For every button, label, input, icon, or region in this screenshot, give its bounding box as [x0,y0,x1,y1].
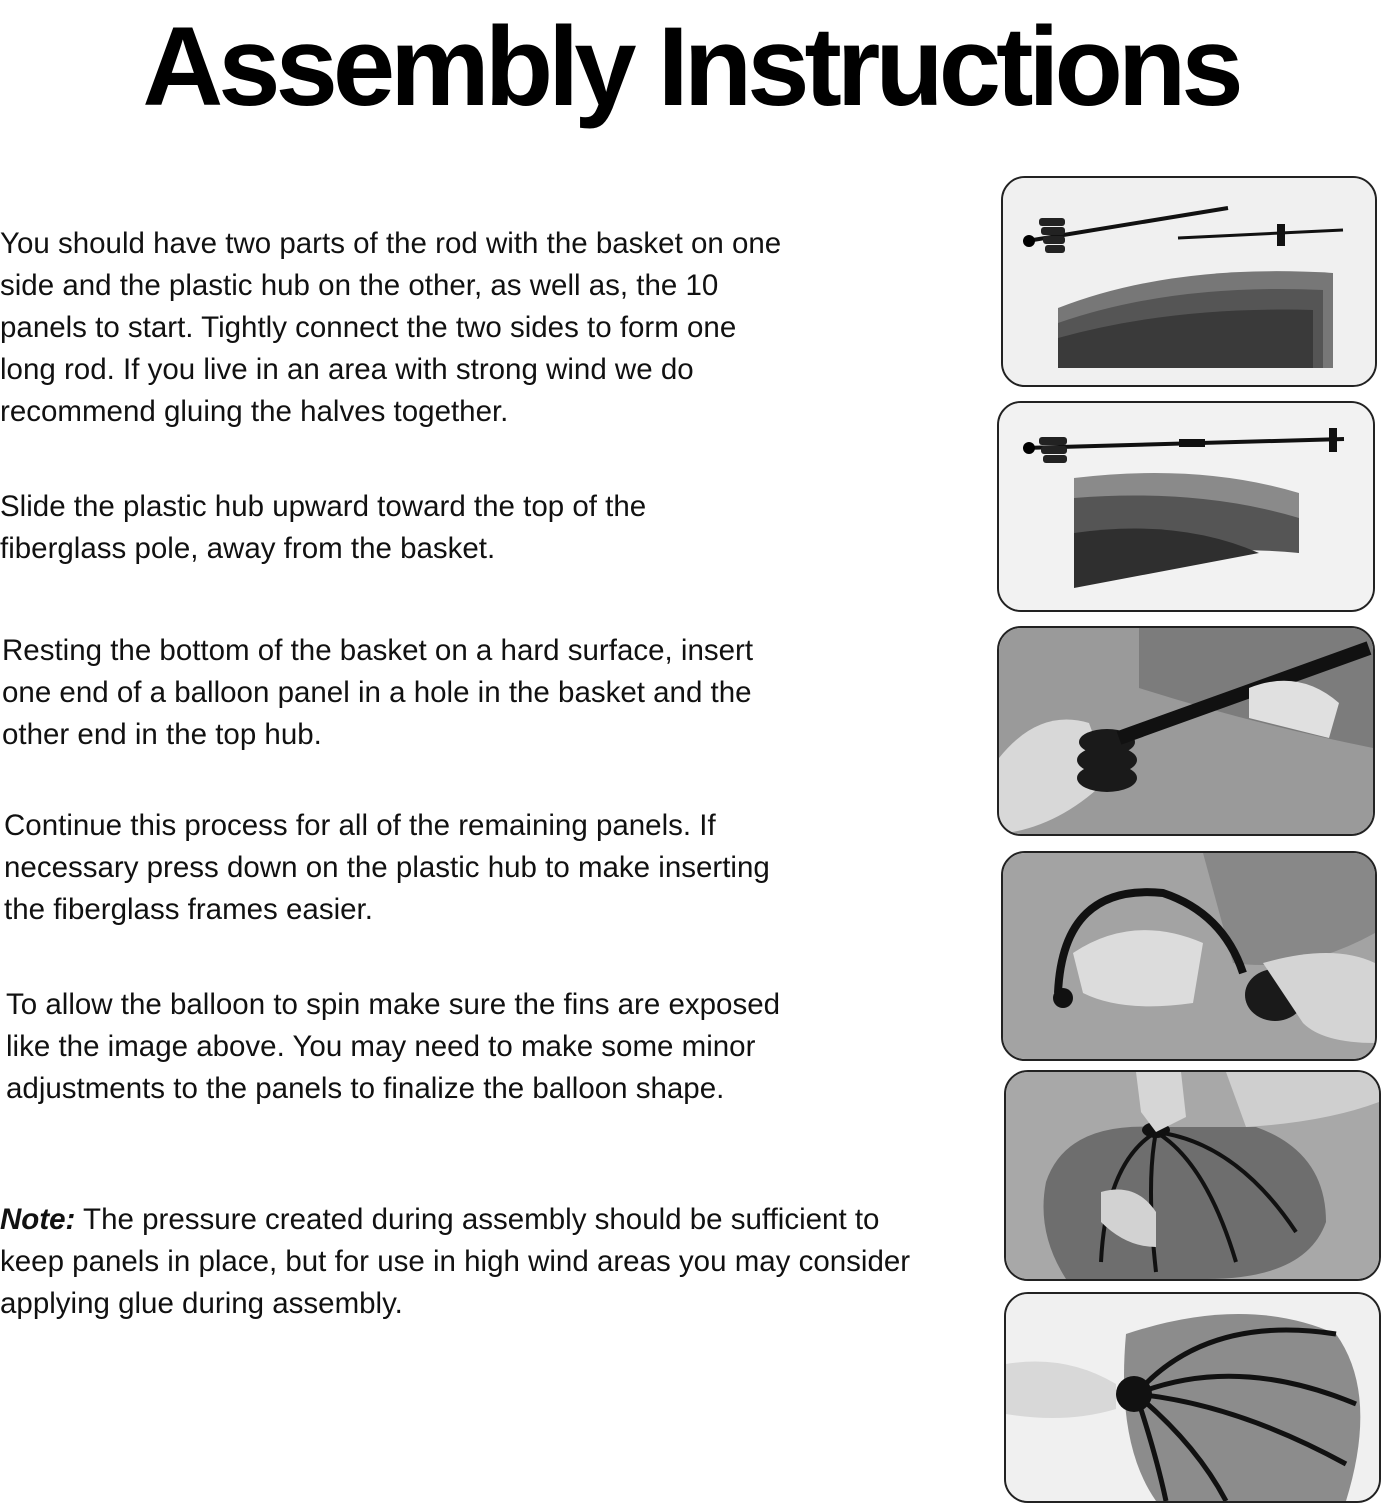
instruction-step-5: To allow the balloon to spin make sure the fins are exposed like the image above. You may need to make some minor adjustments to the panels to finalize the balloon shape. [6,988,781,1105]
note-text: The pressure created during assembly should be sufficient to keep panels in place, but for use in high wind areas you may consider applying glue during assembly. [0,1203,911,1320]
connected-rod-and-panels-photo [997,401,1375,612]
inserting-panel-into-hub-photo [1001,851,1377,1061]
instruction-step-4: Continue this process for all of the remaining panels. If necessary press down on the plastic hub to make inserting the fiberglass frames easier. [4,809,770,926]
rod-parts-and-panels-photo [1001,176,1377,387]
finished-balloon-photo [1004,1292,1381,1503]
page-title: Assembly Instructions [142,4,1239,129]
instruction-step-2: Slide the plastic hub upward toward the top of the fiberglass pole, away from the basket. [0,490,647,565]
instruction-step-1: You should have two parts of the rod with the basket on one side and the plastic hub on the other, as well as, the 10 panels to start. Tightly connect the two sides to form one long rod. If you live in an area with strong wind we do recommend gluing the halves together. [0,227,782,428]
note-label: Note: [0,1203,76,1236]
inserting-panel-into-basket-photo [997,626,1375,836]
assembly-note [0,1199,935,1325]
instruction-step-3: Resting the bottom of the basket on a hard surface, insert one end of a balloon panel in a hole in the basket and the other end in the top hub. [2,634,754,751]
pressing-hub-down-photo [1004,1070,1381,1281]
